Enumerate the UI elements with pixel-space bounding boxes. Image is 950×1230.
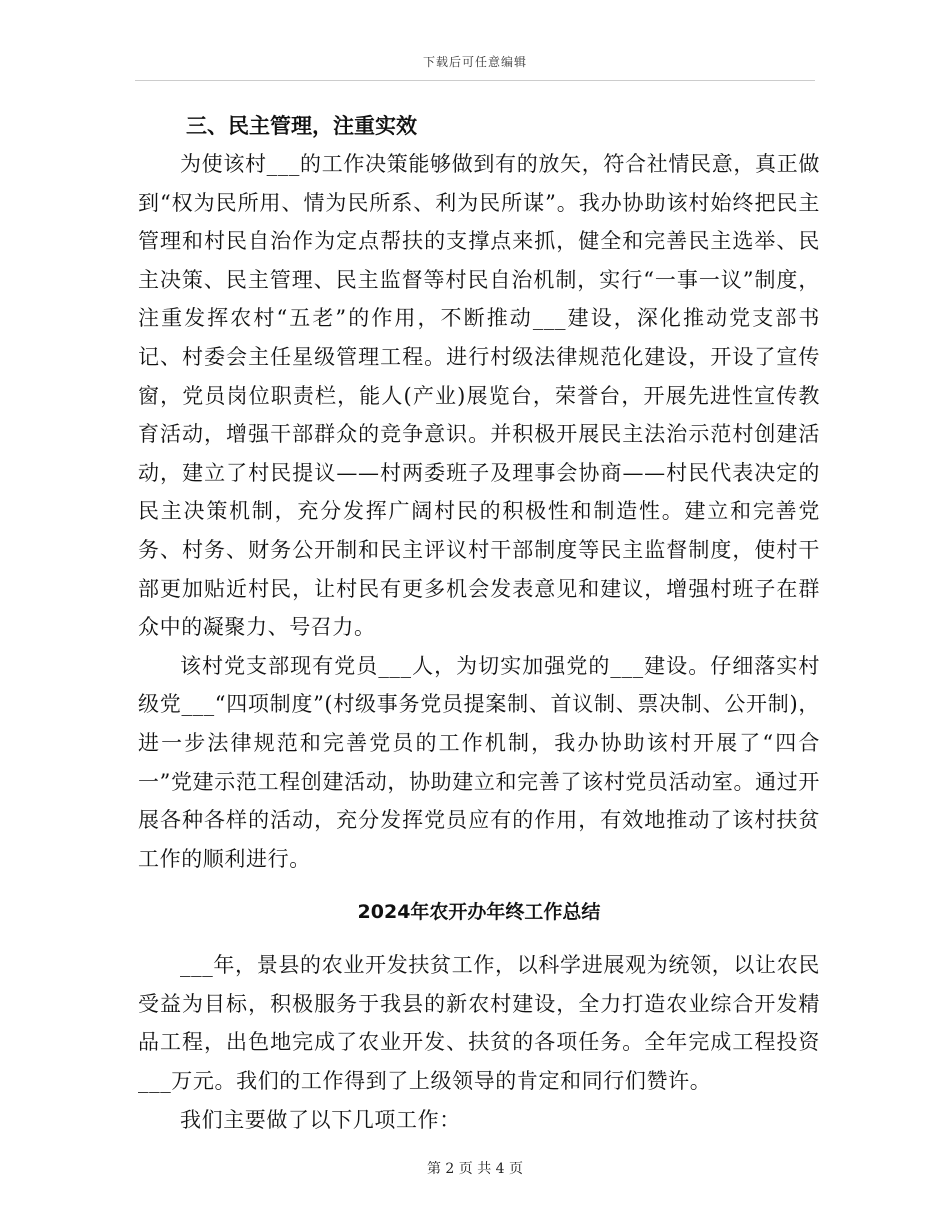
article-paragraph-2: 我们主要做了以下几项工作：	[180, 1107, 461, 1132]
article-paragraph-1: ___年，景县的农业开发扶贫工作，以科学进展观为统领，以让农民受益为目标，积极服务于我县的新农村建设，全力打造农业综合开发精品工程，出色地完成了农业开发、扶贫的各项任务。全年完成工程投资___万元。我们的工作得到了上级领导的肯定和同行们赞许。	[138, 953, 820, 1094]
article-title: 2024年农开办年终工作总结	[357, 901, 601, 924]
section-paragraph-1: 为使该村___的工作决策能够做到有的放矢，符合社情民意，真正做到“权为民所用、情为民所系、利为民所谋”。我办协助该村始终把民主管理和村民自治作为定点帮扶的支撑点来抓，健全和完善民主选举、民主决策、民主管理、民主监督等村民自治机制，实行“一事一议”制度，注重发挥农村“五老”的作用，不断推动___建设，深化推动党支部书记、村委会主任星级管理工程。进行村级法律规范化建设，开设了宣传窗，党员岗位职责栏，能人(产业)展览台，荣誉台，开展先进性宣传教育活动，增强干部群众的竞争意识。并积极开展民主法治示范村创建活动，建立了村民提议——村两委班子及理事会协商——村民代表决定的民主决策机制，充分发挥广阔村民的积极性和制造性。建立和完善党务、村务、财务公开制和民主评议村干部制度等民主监督制度，使村干部更加贴近村民，让村民有更多机会发表意见和建议，增强村班子在群众中的凝聚力、号召力。	[138, 152, 820, 640]
section-paragraph-2: 该村党支部现有党员___人，为切实加强党的___建设。仔细落实村级党___“四项制度”(村级事务党员提案制、首议制、票决制、公开制)，进一步法律规范和完善党员的工作机制，我办协助该村开展了“四合一”党建示范工程创建活动，协助建立和完善了该村党员活动室。通过开展各种各样的活动，充分发挥党员应有的作用，有效地推动了该村扶贫工作的顺利进行。	[138, 653, 820, 871]
section-heading: 三、民主管理，注重实效	[186, 114, 417, 138]
page-footer: 第 2 页 共 4 页	[426, 1161, 524, 1177]
page-header: 下载后可任意编辑	[422, 55, 527, 69]
document-body	[138, 107, 820, 1139]
header-divider	[135, 80, 815, 81]
